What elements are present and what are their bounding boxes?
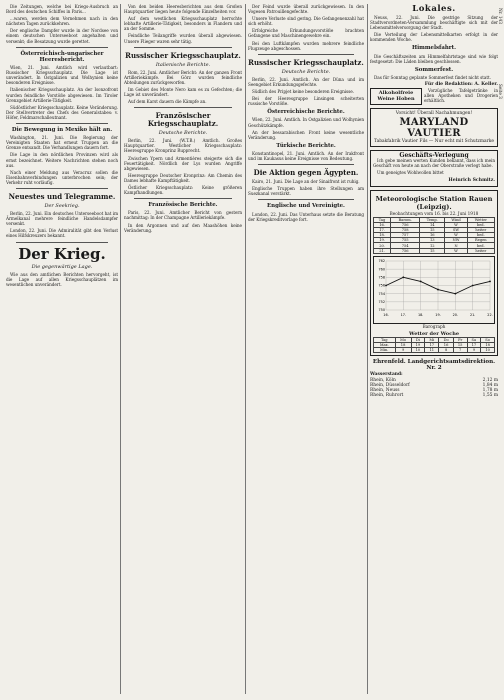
section-body xyxy=(248,117,364,139)
chart-y-tick-label: 756 xyxy=(378,283,385,288)
met-table-cell: 18. xyxy=(374,233,391,238)
met-table-cell: 16. xyxy=(374,222,391,227)
week-table-cell: 18 xyxy=(481,343,495,348)
met-table-cell: 15 xyxy=(420,248,445,253)
barograph-caption: Barograph xyxy=(422,323,446,329)
paragraph: Berlin, 22. Juni. Ein deutsches Unterseeboot hat im Ärmelkanal mehrere feindliche Handelsdampfer versenkt. xyxy=(6,211,118,227)
met-table-cell: W xyxy=(445,233,467,238)
pegel-row xyxy=(370,393,498,398)
paragraph: Der Feind wurde überall zurückgewiesen. In den Vogesen Patrouillengefechte. xyxy=(248,4,364,15)
editor-label: Für die Redaktion: xyxy=(424,82,473,88)
met-table-cell: SW xyxy=(445,227,467,232)
section-body xyxy=(248,77,364,106)
pegel-title: Wasserstand: xyxy=(370,372,403,378)
paragraph: Erfolgreiche Erkundungsvorstöße brachten Gefangene und Maschinengewehre ein. xyxy=(248,28,364,39)
divider xyxy=(258,54,354,55)
bottom-notice-title: Ehrenfeld. Landgerichtsamtsdirektion. Nr. 2 xyxy=(372,359,496,372)
paragraph: Die Verteilung der Lebensmittelkarten erfolgt in der kommenden Woche. xyxy=(370,32,498,43)
section-heading: Österreichische Berichte. xyxy=(267,109,345,116)
verlegung-ad-signature: Heinrich Schmitz. xyxy=(448,177,495,183)
lokales-heading: Lokales. xyxy=(412,4,456,14)
paragraph: Südöstlicher Kriegsschauplatz. Keine Veränderung. Der Stellvertreter des Chefs des Generalstabes: v. Höfer, Feldmarschalleutnant. xyxy=(6,104,118,120)
section-subheading: Italienische Berichte. xyxy=(155,61,211,68)
paragraph: Zwischen Ypern und Armentières steigerte sich die Feuertätigkeit. Nördlich der Lys wurden Angriffe abgewiesen. xyxy=(124,155,242,171)
week-table-header-cell: Mo xyxy=(395,337,411,342)
section-heading: Englische und Vereinigte. xyxy=(267,203,345,210)
paragraph: Auf dem westlichen Kriegsschauplatz herrschte lebhafte Artillerie-Tätigkeit, besonders in Flandern und an der Somme. xyxy=(124,16,242,32)
col3-intro xyxy=(248,4,364,51)
chart-y-tick-label: 762 xyxy=(378,259,385,264)
paragraph: Wie aus den amtlichen Berichten hervorgeht, ist die Lage auf allen Kriegsschauplätzen im wesentlichen unverändert. xyxy=(6,271,118,287)
chart-x-tick-label: 18. xyxy=(417,312,424,317)
met-table-cell: 756 xyxy=(391,248,420,253)
paragraph: Englische Truppen haben ihre Stellungen am Suezkanal verstärkt. xyxy=(248,186,364,197)
paragraph: Östlicher Kriegsschauplatz: Keine größeren Kampfhandlungen. xyxy=(124,184,242,196)
chart-x-tick-label: 22. xyxy=(487,312,493,317)
paragraph: Rom, 22. Juni. Amtlicher Bericht: An der ganzen Front Artilleriekämpfe. Bei Görz wurden feindliche Abteilungen zurückgeworfen. xyxy=(124,69,242,85)
edge-mark: Seite 3 xyxy=(498,83,504,99)
chart-point xyxy=(489,280,491,282)
section-body xyxy=(248,151,364,161)
met-table-header-cell: Barom. xyxy=(391,217,420,222)
week-table-header-cell: Do xyxy=(439,337,454,342)
chart-x-tick-label: 17. xyxy=(400,312,407,317)
divider xyxy=(258,199,354,200)
met-table-cell: 755 xyxy=(391,238,420,243)
week-title: Wetter der Woche xyxy=(408,330,460,337)
paragraph: Auf dem Karst dauern die Kämpfe an. xyxy=(128,99,207,105)
met-table-cell: W xyxy=(445,222,467,227)
maryland-ad-sub: Tabakfabrik Vautier Fils — Nur echt mit Schutzmarke xyxy=(374,138,494,144)
pegel-value: 1,84 m xyxy=(482,382,498,388)
chart-y-tick-label: 758 xyxy=(378,275,385,280)
paragraph: Nach einer Meldung aus Veracruz sollen die Eisenbahnverbindungen unterbrochen sein; der Verkehr ruht vorläufig. xyxy=(6,169,118,185)
paragraph: In den Argonnen und auf den Maashöhen keine Veränderung. xyxy=(124,222,242,233)
pegel-rows xyxy=(370,378,498,399)
met-table-cell: 12 xyxy=(420,243,445,248)
chart-point xyxy=(472,284,474,286)
paragraph: Unsere Verluste sind gering. Die Gefangenenzahl hat sich erhöht. xyxy=(248,16,364,27)
alko-ad-box: Alkoholfreie Weine Hoben xyxy=(370,88,422,105)
section-body xyxy=(6,135,118,185)
met-subtitle: Beobachtungen vom 16. bis 22. Juni 1918 xyxy=(389,210,479,216)
met-table-cell: 15 xyxy=(420,227,445,232)
met-table-cell: 757 xyxy=(391,233,420,238)
section-subheading: Deutsche Berichte. xyxy=(281,68,331,75)
verlegung-ad-body xyxy=(373,158,495,175)
paragraph: Konstantinopel, 21. Juni. Amtlich. An der Irakfront und im Kaukasus keine Ereignisse von Bedeutung. xyxy=(248,151,364,162)
editor-line xyxy=(370,82,498,87)
column-rule xyxy=(367,4,368,694)
met-table-header-cell: Temp. xyxy=(420,217,445,222)
section-heading: Österreichisch-ungarischer Heeresbericht. xyxy=(20,50,104,63)
week-table-cell: Min. xyxy=(374,348,396,353)
met-table-body xyxy=(374,222,495,253)
pegel-station: Rhein, Neuss xyxy=(370,388,400,394)
column-2 xyxy=(124,4,242,694)
paragraph: Berlin, 22. Juni. Amtlich. An der Düna und im Seengebiet Erkundungsgefechte. xyxy=(248,76,364,87)
met-title: Meteorologische Station Rauen (Leipzig). xyxy=(375,194,493,211)
section-heading: Die Bewegung in Mexiko hält an. xyxy=(11,127,113,133)
paragraph: Der englische Dampfer wurde in der Nordsee von einem deutschen Unterseeboot angehalten und versenkt; die Besatzung wurde gerettet. xyxy=(6,28,118,44)
section-heading: Neuestes und Telegramme. xyxy=(8,192,116,202)
met-table-cell: 19. xyxy=(374,238,391,243)
col2-intro xyxy=(124,4,242,44)
paragraph: Die Lage in den nördlichen Provinzen wird als ernst bezeichnet. Weitere Nachrichten stehen noch aus. xyxy=(6,152,118,168)
alko-ad xyxy=(370,88,498,105)
section-heading: Türkische Berichte. xyxy=(276,142,336,149)
divider xyxy=(134,198,232,199)
week-table-cell: 8 xyxy=(439,348,454,353)
paragraph: London, 22. Juni. Das Unterhaus setzte die Beratung der Kriegskreditvorlage fort. xyxy=(248,211,364,222)
met-table-cell: W xyxy=(445,248,467,253)
divider xyxy=(16,47,108,48)
week-table-cell: 17 xyxy=(425,343,439,348)
met-table-cell: 16 xyxy=(420,233,445,238)
paragraph: Washington, 21. Juni. Die Regierung der Vereinigten Staaten hat erneut Truppen an die Grenze entsandt. Die Verhandlungen dauern fort. xyxy=(6,135,118,151)
section-body xyxy=(6,65,118,120)
divider xyxy=(16,242,108,243)
week-table-cell: 15 xyxy=(453,343,467,348)
paragraph: Italienischer Kriegsschauplatz. An der Isonzofront wurden feindliche Vorstöße abgewiesen. Im Tiroler Grenzgebiet Artillerie-Tätigkeit. xyxy=(6,87,118,103)
divider xyxy=(258,164,354,165)
paragraph: Die Zeitungen, welche bei Kriegs-Ausbruch an Bord des deutschen Schiffes in Paris... xyxy=(6,4,118,15)
paragraph: Die Geschäftszeiten am Himmelfahrtstage sind wie folgt festgesetzt: Die Läden bleiben geschlossen. xyxy=(370,53,498,64)
section-subheading: Der Seekrieg. xyxy=(44,203,80,210)
met-table-header-cell: Wetter xyxy=(467,217,494,222)
chart-x-tick-label: 16. xyxy=(383,312,389,317)
paragraph: Wien, 21. Juni. Amtlich wird verlautbart: Russischer Kriegsschauplatz. Die Lage ist unverändert. In Ostgalizien und Wolhynien keine besonderen Ereignisse. xyxy=(6,65,118,86)
section-heading: Russischer Kriegsschauplatz. xyxy=(248,57,364,67)
section-body xyxy=(6,211,118,238)
paragraph: Neuss, 22. Juni. Die gestrige Sitzung der Stadtverordneten-Versammlung beschäftigte sich mit der Lebensmittelversorgung der Stadt. xyxy=(370,15,498,31)
met-table-cell: bed. xyxy=(467,243,494,248)
week-table-cell: 11 xyxy=(425,348,439,353)
paragraph: Ich gebe meinen werten Kunden bekannt, dass ich mein Geschäft von heute an nach der Oberstraße verlegt habe. xyxy=(373,158,495,169)
chart-x-tick-label: 19. xyxy=(435,312,441,317)
chart-y-tick-label: 752 xyxy=(378,299,385,304)
week-table-cell: 10 xyxy=(481,348,495,353)
week-table-cell: 18 xyxy=(395,343,411,348)
column-3 xyxy=(248,4,364,694)
met-table-cell: 21. xyxy=(374,248,391,253)
section-heading: Sommerfest. xyxy=(414,66,454,73)
pegel-value: 1,78 m xyxy=(482,388,498,394)
verlegung-ad-title: Geschäfts-Verlegung xyxy=(399,151,469,159)
paragraph: Das für Sonntag geplante Sommerfest findet nicht statt. xyxy=(374,75,491,81)
week-table-header-cell: So xyxy=(481,337,495,342)
chart-point xyxy=(454,293,456,295)
met-table-cell: bed. xyxy=(467,233,494,238)
section-heading: Himmelsfahrt. xyxy=(412,45,456,52)
met-table-cell: 17. xyxy=(374,227,391,232)
paragraph: Bei den Luftkämpfen wurden mehrere feindliche Flugzeuge abgeschossen. xyxy=(248,40,364,51)
verlegung-ad xyxy=(370,150,498,187)
met-table xyxy=(373,217,495,254)
col1-intro xyxy=(6,4,118,44)
met-table-cell: N xyxy=(445,243,467,248)
barograph-svg xyxy=(374,257,494,319)
chart-x-tick-label: 20. xyxy=(452,312,459,317)
section-body xyxy=(124,210,242,232)
column-rule xyxy=(120,4,121,694)
paragraph: Wien, 22. Juni. Amtlich. In Ostgalizien und Wolhynien Geschützkämpfe. xyxy=(248,117,364,128)
met-table-cell: bed. xyxy=(467,222,494,227)
paragraph: Um geneigtes Wohlwollen bittet xyxy=(377,170,444,176)
week-table-cell: Max. xyxy=(374,343,396,348)
section-heading: Französische Berichte. xyxy=(148,202,218,209)
section-heading: Französischer Kriegsschauplatz. xyxy=(147,111,219,129)
divider xyxy=(16,123,108,124)
section-heading: Die Aktion gegen Ägypten. xyxy=(253,168,359,178)
met-table-cell: heiter xyxy=(467,227,494,232)
met-table-cell: NW xyxy=(445,238,467,243)
barograph-chart xyxy=(373,256,495,324)
week-table-header-cell: Di xyxy=(411,337,425,342)
column-4 xyxy=(370,4,498,694)
section-body xyxy=(370,75,498,80)
met-table-cell: 758 xyxy=(391,227,420,232)
week-table-header-cell: Mi xyxy=(425,337,439,342)
paragraph: Heeresgruppe Deutscher Kronprinz: Am Chemin des Dames lebhafte Kampftätigkeit. xyxy=(124,172,242,183)
divider xyxy=(134,107,232,108)
paragraph: Südlich des Pripjet keine besonderen Ereignisse. xyxy=(252,88,354,94)
divider xyxy=(134,47,232,48)
section-body xyxy=(248,179,364,196)
section-heading: Russischer Kriegsschauplatz. xyxy=(125,50,241,60)
pegel-station: Rhein, Köln xyxy=(370,377,396,383)
paragraph: Von den beiden Heeresberichten aus dem Großen Hauptquartier liegen heute folgende Einzelheiten vor. xyxy=(124,4,242,15)
week-table-cell: 9 xyxy=(467,348,481,353)
maryland-ad-top: Vorsicht! Überall Nachahmungen! xyxy=(395,111,473,117)
week-table-header-cell: Tag xyxy=(374,337,396,342)
met-table-cell: Regen xyxy=(467,238,494,243)
lokales-body xyxy=(370,15,498,42)
met-table-cell: 756 xyxy=(391,222,420,227)
pegel-value: 2,12 m xyxy=(482,377,498,383)
met-table-row xyxy=(374,248,495,253)
section-body xyxy=(6,272,118,287)
edge-marks xyxy=(498,8,503,159)
week-table-cell: 7 xyxy=(453,348,467,353)
paragraph: Berlin, 22. Juni. (W.T.B.) Amtlich. Großes Hauptquartier. Westlicher Kriegsschauplatz: Heeresgruppe Kronprinz Rupprecht. xyxy=(124,138,242,154)
column-rule xyxy=(245,4,246,694)
paragraph: Im Gebiet des Monte Nero kam es zu Gefechten; die Lage ist unverändert. xyxy=(124,86,242,98)
week-table-header-cell: Fr xyxy=(453,337,467,342)
met-table-cell: heiter xyxy=(467,248,494,253)
chart-y-tick-label: 750 xyxy=(378,308,385,313)
chart-y-tick-label: 754 xyxy=(378,291,385,296)
section-body xyxy=(124,70,242,105)
meteorological-box xyxy=(370,190,498,357)
pegel-value: 1,55 m xyxy=(482,393,498,399)
week-table-cell: 9 xyxy=(395,348,411,353)
week-table-cell: 17 xyxy=(467,343,481,348)
chart-point xyxy=(420,280,422,282)
section-body xyxy=(370,54,498,64)
paragraph: London, 22. Juni. Die Admiralität gibt den Verlust eines Hilfskreuzers bekannt. xyxy=(6,228,118,239)
paragraph: Paris, 22. Juni. Amtlicher Bericht von gestern nachmittag: In der Champagne Artilleriekämpfe. xyxy=(124,210,242,221)
chart-x-tick-label: 21. xyxy=(469,312,476,317)
paragraph: An der bessarabischen Front keine wesentliche Veränderung. xyxy=(248,129,364,140)
editor-name: A. Keller. xyxy=(474,82,498,88)
met-table-header-cell: Wind xyxy=(445,217,467,222)
week-table-row xyxy=(374,348,495,353)
divider xyxy=(16,188,108,189)
section-subheading: Deutsche Berichte. xyxy=(158,130,208,137)
chart-y-tick-label: 760 xyxy=(378,267,385,272)
paragraph: Bei der Heeresgruppe Linsingen scheiterten russische Vorstöße. xyxy=(248,96,364,107)
paragraph: ...waren, werden dem Vernehmen nach in den nächsten Tagen zurückkehren. xyxy=(6,16,118,27)
chart-point xyxy=(385,284,387,286)
met-table-cell: 14 xyxy=(420,222,445,227)
paragraph: Kairo, 21. Juni. Die Lage an der Sinaifront ist ruhig. xyxy=(252,179,360,185)
pegel-station: Rhein, Ruhrort xyxy=(370,393,404,399)
edge-mark: Nr. 143 xyxy=(498,8,504,24)
maryland-ad-title: MARYLAND VAUTIER xyxy=(399,116,469,139)
pegel-block xyxy=(370,372,498,398)
week-table-cell: 16 xyxy=(439,343,454,348)
week-table-cell: 10 xyxy=(411,348,425,353)
met-table-cell: 754 xyxy=(391,243,420,248)
chart-point xyxy=(437,289,439,291)
section-body xyxy=(248,212,364,222)
column-1 xyxy=(6,4,118,694)
week-table xyxy=(373,337,495,354)
met-table-header-cell: Tag xyxy=(374,217,391,222)
main-headline: Der Krieg. xyxy=(18,244,106,263)
maryland-ad xyxy=(370,108,498,146)
chart-point xyxy=(402,276,404,278)
week-table-cell: 19 xyxy=(411,343,425,348)
paragraph: Feindliche Teilangriffe wurden überall abgewiesen. Unsere Flieger waren sehr tätig. xyxy=(124,33,242,44)
section-body xyxy=(124,138,242,195)
met-table-cell: 13 xyxy=(420,238,445,243)
pegel-station: Rhein, Düsseldorf xyxy=(370,382,410,388)
met-table-cell: 20. xyxy=(374,243,391,248)
week-table-body xyxy=(374,343,495,353)
alko-ad-text: Vorzügliche Tafelgetränke in allen Apotheken und Drogerien erhältlich. xyxy=(424,88,498,104)
main-subheadline: Die gegenwärtige Lage. xyxy=(31,263,93,270)
week-table-header-cell: Sa xyxy=(467,337,481,342)
